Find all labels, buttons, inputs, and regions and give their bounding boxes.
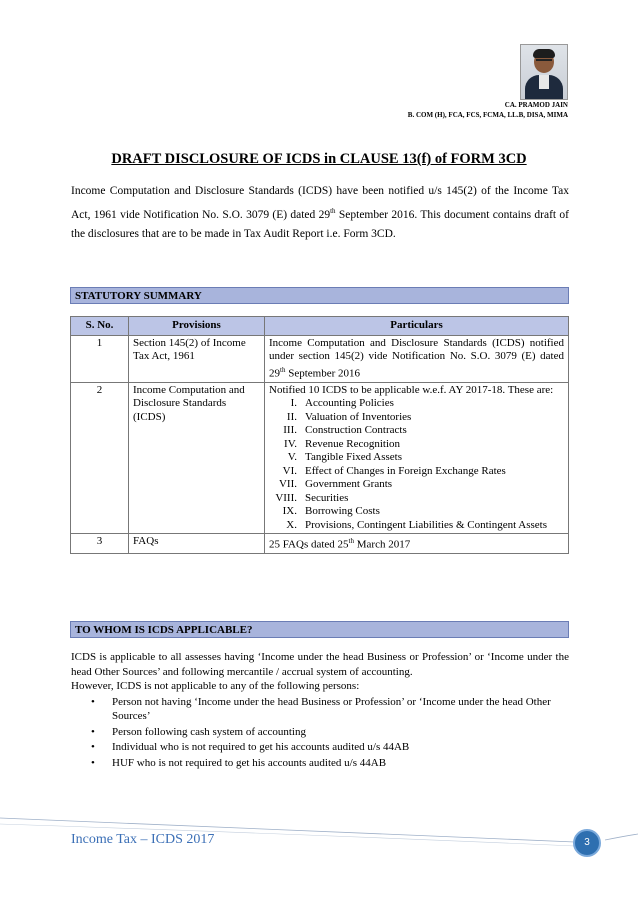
bullet-icon: • (91, 741, 95, 753)
particulars-intro: Notified 10 ICDS to be applicable w.e.f. AY 2017-18. These are: (269, 383, 554, 396)
table-header-row (71, 317, 569, 336)
icds-list-item (269, 451, 564, 465)
intro-text-2: September 2016. This document contains draft of the disclosures that are to be made in Tax Audit Report i.e. Form 3CD. (71, 208, 569, 240)
particulars-text-1: 25 FAQs dated 25 (269, 538, 349, 551)
icds-item-text: Valuation of Inventories (305, 410, 412, 423)
applicability-paragraph: ICDS is applicable to all assesses having ‘Income under the head Business or Profession’ or ‘Income under the head Other Sources’ and following mercantile / accrual system of accounting. (71, 651, 569, 678)
exception-list (71, 695, 569, 771)
particulars-superscript: th (280, 365, 286, 374)
icds-item-text: Construction Contracts (305, 424, 407, 437)
icds-list-item (269, 505, 564, 519)
applicability-section (71, 650, 569, 770)
row-sno: 1 (71, 335, 129, 382)
particulars-text-2: September 2016 (285, 367, 360, 380)
icds-item-number: VII. (278, 478, 297, 491)
icds-list (269, 397, 564, 532)
document-title: DRAFT DISCLOSURE OF ICDS in CLAUSE 13(f) of FORM 3CD (111, 151, 527, 167)
icds-item-number: VI. (282, 464, 297, 477)
icds-item-text: Effect of Changes in Foreign Exchange Rates (305, 464, 506, 477)
icds-item-text: Provisions, Contingent Liabilities & Contingent Assets (305, 518, 548, 531)
footer-title: Income Tax – ICDS 2017 (71, 832, 215, 847)
table-row (71, 335, 569, 382)
particulars-text-2: March 2017 (354, 538, 411, 551)
footer-decorative-line (0, 800, 638, 860)
icds-item-text: Tangible Fixed Assets (305, 451, 403, 464)
list-item (71, 756, 569, 771)
column-header-particulars: Particulars (265, 317, 569, 336)
particulars-text-1: Income Computation and Disclosure Standards (ICDS) notified under section 145(2) vide Notification No. S.O. 3079 (E) dated 29 (269, 336, 564, 380)
statutory-summary-heading: STATUTORY SUMMARY (70, 287, 569, 304)
row-particulars (265, 335, 569, 382)
author-photo (520, 44, 568, 100)
icds-list-item (269, 519, 564, 533)
icds-item-text: Government Grants (305, 478, 393, 491)
icds-item-text: Accounting Policies (305, 397, 394, 410)
table-row (71, 382, 569, 534)
row-provision: Income Computation and Disclosure Standards (ICDS) (129, 382, 265, 534)
bullet-icon: • (91, 695, 95, 708)
author-name: CA. PRAMOD JAIN (504, 101, 568, 109)
icds-item-text: Securities (305, 491, 349, 504)
applicability-heading: TO WHOM IS ICDS APPLICABLE? (70, 621, 569, 638)
column-header-sno: S. No. (71, 317, 129, 336)
icds-list-item (269, 397, 564, 411)
icds-list-item (269, 438, 564, 452)
icds-list-item (269, 492, 564, 506)
icds-item-number: X. (286, 518, 297, 531)
page-number-badge: 3 (573, 829, 601, 857)
icds-item-text: Borrowing Costs (305, 505, 380, 518)
bullet-text: HUF who is not required to get his accounts audited u/s 44AB (112, 756, 387, 769)
icds-item-number: V. (287, 451, 297, 464)
statutory-summary-table (70, 316, 569, 554)
column-header-provisions: Provisions (129, 317, 265, 336)
icds-list-item (269, 411, 564, 425)
intro-paragraph (71, 182, 569, 244)
bullet-icon: • (91, 756, 95, 769)
intro-superscript: th (330, 206, 336, 215)
row-particulars (265, 382, 569, 534)
icds-item-number: IX. (282, 505, 297, 518)
table-row (71, 534, 569, 554)
applicability-exception-intro: However, ICDS is not applicable to any of the following persons: (71, 680, 360, 692)
row-sno: 2 (71, 382, 129, 534)
row-provision: Section 145(2) of Income Tax Act, 1961 (129, 335, 265, 382)
bullet-icon: • (91, 725, 95, 738)
intro-text-1: Income Computation and Disclosure Standards (ICDS) have been notified u/s 145(2) of the Income Tax Act, 1961 vide Notification No. S.O. 3079 (E) dated 29 (71, 185, 569, 221)
bullet-text: Individual who is not required to get his accounts audited u/s 44AB (112, 741, 410, 753)
icds-item-number: VIII. (275, 491, 297, 504)
bullet-text: Person not having ‘Income under the head Business or Profession’ or ‘Income under the head Other Sources’ (112, 695, 551, 722)
icds-list-item (269, 478, 564, 492)
list-item (71, 740, 569, 755)
icds-list-item (269, 424, 564, 438)
bullet-text: Person following cash system of accounting (112, 725, 306, 738)
row-provision: FAQs (129, 534, 265, 554)
particulars-superscript: th (348, 537, 354, 546)
author-qualifications: B. COM (H), FCA, FCS, FCMA, LL.B, DISA, MIMA (407, 111, 568, 119)
row-sno: 3 (71, 534, 129, 554)
row-particulars (265, 534, 569, 554)
icds-item-number: II. (286, 410, 297, 423)
icds-item-number: I. (290, 397, 297, 410)
list-item (71, 725, 569, 740)
icds-item-number: III. (283, 424, 297, 437)
icds-item-number: IV. (284, 437, 297, 450)
list-item (71, 695, 569, 724)
icds-list-item (269, 465, 564, 479)
icds-item-text: Revenue Recognition (305, 437, 401, 450)
